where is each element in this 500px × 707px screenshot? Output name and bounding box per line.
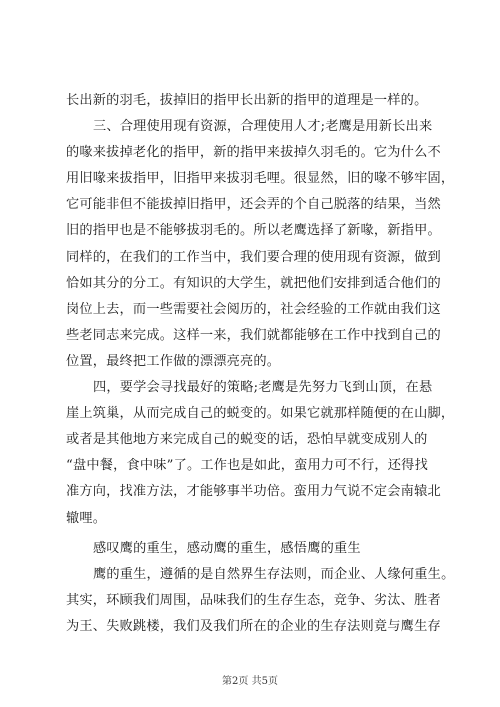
text-line: “盘中餐，食中味”了。工作也是如此，蛮用力可不行，还得找 <box>66 458 428 474</box>
text-line: 的喙来拔掉老化的指甲，新的指甲来拔掉久羽毛的。它为什么不 <box>66 145 441 161</box>
text-line: 崖上筑巢，从而完成自己的蜕变的。如果它就那样随便的在山脚， <box>66 406 455 422</box>
document-body <box>66 88 455 640</box>
text-line: 为王、失败跳楼，我们及我们所在的企业的生存法则竟与鹰生存 <box>66 618 441 634</box>
section-heading: 感叹鹰的重生，感动鹰的重生，感悟鹰的重生 <box>93 540 361 556</box>
text-line: 岗位上去，而一些需要社会阅历的，社会经验的工作就由我们这 <box>66 301 441 317</box>
text-line: 位置，最终把工作做的漂漂亮亮的。 <box>66 353 281 369</box>
text-line: 些老同志来完成。这样一来，我们就都能够在工作中找到自己的 <box>66 327 441 343</box>
text-line: 旧的指甲也是不能够拔羽毛的。所以老鹰选择了新喙，新指甲。 <box>66 223 441 239</box>
text-line: 三、合理使用现有资源，合理使用人才;老鹰是用新长出来 <box>93 119 433 135</box>
text-line: 或者是其他地方来完成自己的蜕变的话，恐怕早就变成别人的 <box>66 432 428 448</box>
text-line: 用旧喙来拔指甲，旧指甲来拔羽毛哩。很显然，旧的喙不够牢固， <box>66 171 455 187</box>
text-line: 它可能非但不能拔掉旧指甲，还会弄的个自己脱落的结果，当然 <box>66 197 441 213</box>
text-line: 四，要学会寻找最好的策略;老鹰是先努力飞到山顶，在悬 <box>93 380 433 396</box>
text-line: 准方向，找准方法，才能够事半功倍。蛮用力气说不定会南辕北 <box>66 484 441 500</box>
text-line: 恰如其分的分工。有知识的大学生，就把他们安排到适合他们的 <box>66 275 441 291</box>
text-line: 辙哩。 <box>66 510 107 526</box>
text-line: 其实，环顾我们周围，品味我们的生存生态，竞争、劣汰、胜者 <box>66 592 441 608</box>
text-line: 同样的，在我们的工作当中，我们要合理的使用现有资源，做到 <box>66 249 441 265</box>
text-line: 鹰的重生，遵循的是自然界生存法则，而企业、人缘何重生。 <box>93 566 455 582</box>
text-line: 长出新的羽毛，拔掉旧的指甲长出新的指甲的道理是一样的。 <box>66 93 428 108</box>
page-number-footer: 第2页 共5页 <box>222 676 278 687</box>
